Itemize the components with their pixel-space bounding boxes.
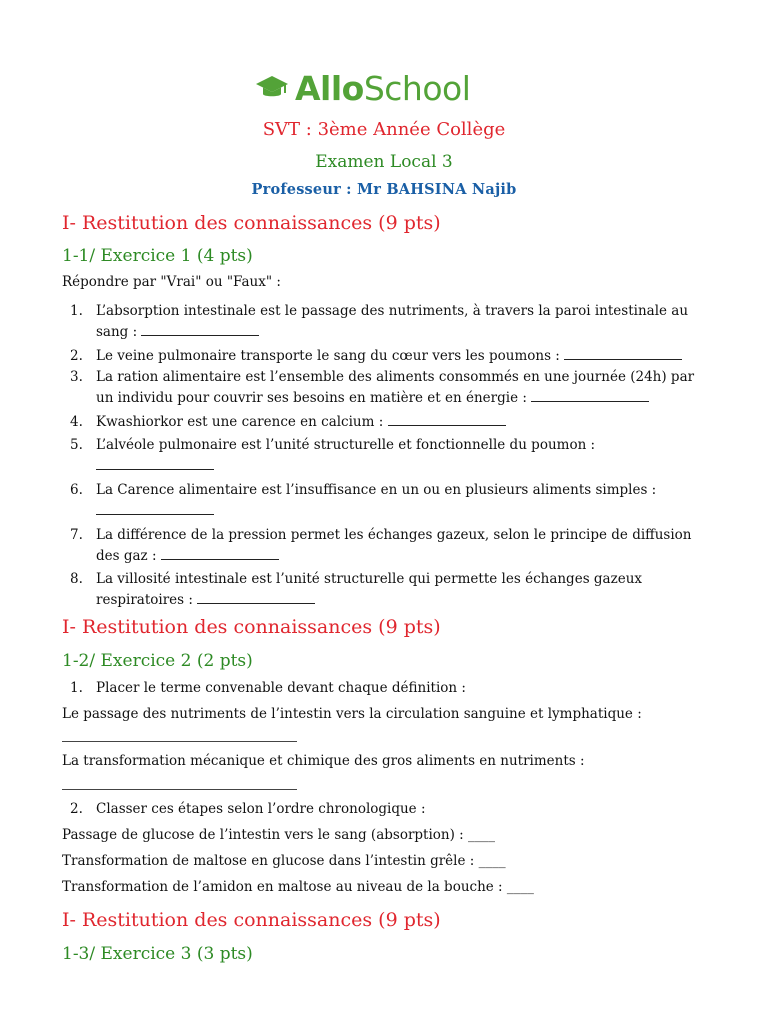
item-text: L’absorption intestinale est le passage des nutriments, à travers la paroi intestinale au bbox=[96, 303, 689, 319]
graduation-cap-icon bbox=[255, 73, 289, 103]
exercise-heading: 1-3/ Exercice 3 (3 pts) bbox=[62, 944, 253, 964]
definition-1: Le passage des nutriments de l’intestin vers la circulation sanguine et lymphatique : bbox=[62, 706, 642, 722]
question-text: Classer ces étapes selon l’ordre chronologique : bbox=[96, 801, 426, 817]
answer-blank[interactable] bbox=[96, 502, 214, 515]
exercise-heading: 1-2/ Exercice 2 (2 pts) bbox=[62, 651, 253, 671]
question-text: Placer le terme convenable devant chaque définition : bbox=[96, 680, 466, 696]
answer-line[interactable] bbox=[62, 789, 297, 790]
exercise-instruction: Répondre par "Vrai" ou "Faux" : bbox=[62, 274, 281, 290]
item-number: 5. bbox=[70, 437, 83, 453]
item-text: Kwashiorkor est une carence en calcium : bbox=[96, 414, 384, 430]
item-text: La ration alimentaire est l’ensemble des aliments consommés en une journée (24h) par bbox=[96, 369, 695, 385]
item-number: 6. bbox=[70, 482, 83, 498]
answer-blank[interactable] bbox=[96, 457, 214, 470]
list-item bbox=[62, 435, 702, 479]
item-text: des gaz : bbox=[96, 548, 157, 564]
list-item bbox=[62, 346, 702, 367]
true-false-list bbox=[62, 301, 702, 611]
item-number: 2. bbox=[70, 801, 83, 817]
section-heading: I- Restitution des connaissances (9 pts) bbox=[62, 616, 441, 638]
alloschool-logo[interactable] bbox=[255, 66, 470, 110]
item-number: 1. bbox=[70, 680, 83, 696]
item-text: La villosité intestinale est l’unité structurelle qui permette les échanges gazeux bbox=[96, 571, 643, 587]
list-item bbox=[62, 525, 702, 567]
answer-blank[interactable] bbox=[388, 413, 506, 426]
question-2 bbox=[62, 801, 426, 817]
item-number: 3. bbox=[70, 369, 83, 385]
logo-wordmark bbox=[295, 68, 471, 108]
question-1 bbox=[62, 680, 466, 696]
list-item bbox=[62, 480, 702, 524]
logo-text-regular: School bbox=[363, 68, 471, 108]
step-item: Transformation de l’amidon en maltose au niveau de la bouche : ____ bbox=[62, 879, 534, 895]
step-item: Passage de glucose de l’intestin vers le sang (absorption) : ____ bbox=[62, 827, 496, 843]
item-text: La différence de la pression permet les échanges gazeux, selon le principe de diffusion bbox=[96, 527, 692, 543]
section-heading: I- Restitution des connaissances (9 pts) bbox=[62, 212, 441, 234]
item-text: L’alvéole pulmonaire est l’unité structurelle et fonctionnelle du poumon : bbox=[96, 437, 596, 453]
list-item bbox=[62, 412, 702, 433]
list-item bbox=[62, 569, 702, 611]
item-text: Le veine pulmonaire transporte le sang du cœur vers les poumons : bbox=[96, 348, 560, 364]
item-number: 4. bbox=[70, 414, 83, 430]
exercise-heading: 1-1/ Exercice 1 (4 pts) bbox=[62, 246, 253, 266]
section-heading: I- Restitution des connaissances (9 pts) bbox=[62, 909, 441, 931]
subject-title: SVT : 3ème Année Collège bbox=[262, 119, 506, 140]
answer-blank[interactable] bbox=[564, 347, 682, 360]
item-number: 2. bbox=[70, 348, 83, 364]
definition-2: La transformation mécanique et chimique des gros aliments en nutriments : bbox=[62, 753, 585, 769]
exam-title: Examen Local 3 bbox=[315, 152, 453, 172]
step-item: Transformation de maltose en glucose dans l’intestin grêle : ____ bbox=[62, 853, 506, 869]
item-text: La Carence alimentaire est l’insuffisance en un ou en plusieurs aliments simples : bbox=[96, 482, 657, 498]
answer-blank[interactable] bbox=[531, 389, 649, 402]
teacher-name: Professeur : Mr BAHSINA Najib bbox=[251, 181, 517, 198]
answer-blank[interactable] bbox=[161, 547, 279, 560]
list-item bbox=[62, 301, 702, 343]
logo-text-bold: Allo bbox=[295, 68, 364, 108]
item-text: sang : bbox=[96, 324, 138, 340]
item-number: 1. bbox=[70, 303, 83, 319]
item-text: un individu pour couvrir ses besoins en matière et en énergie : bbox=[96, 390, 527, 406]
answer-blank[interactable] bbox=[197, 591, 315, 604]
item-number: 7. bbox=[70, 527, 83, 543]
answer-line[interactable] bbox=[62, 741, 297, 742]
answer-blank[interactable] bbox=[141, 323, 259, 336]
list-item bbox=[62, 367, 702, 409]
item-text: respiratoires : bbox=[96, 592, 193, 608]
item-number: 8. bbox=[70, 571, 83, 587]
